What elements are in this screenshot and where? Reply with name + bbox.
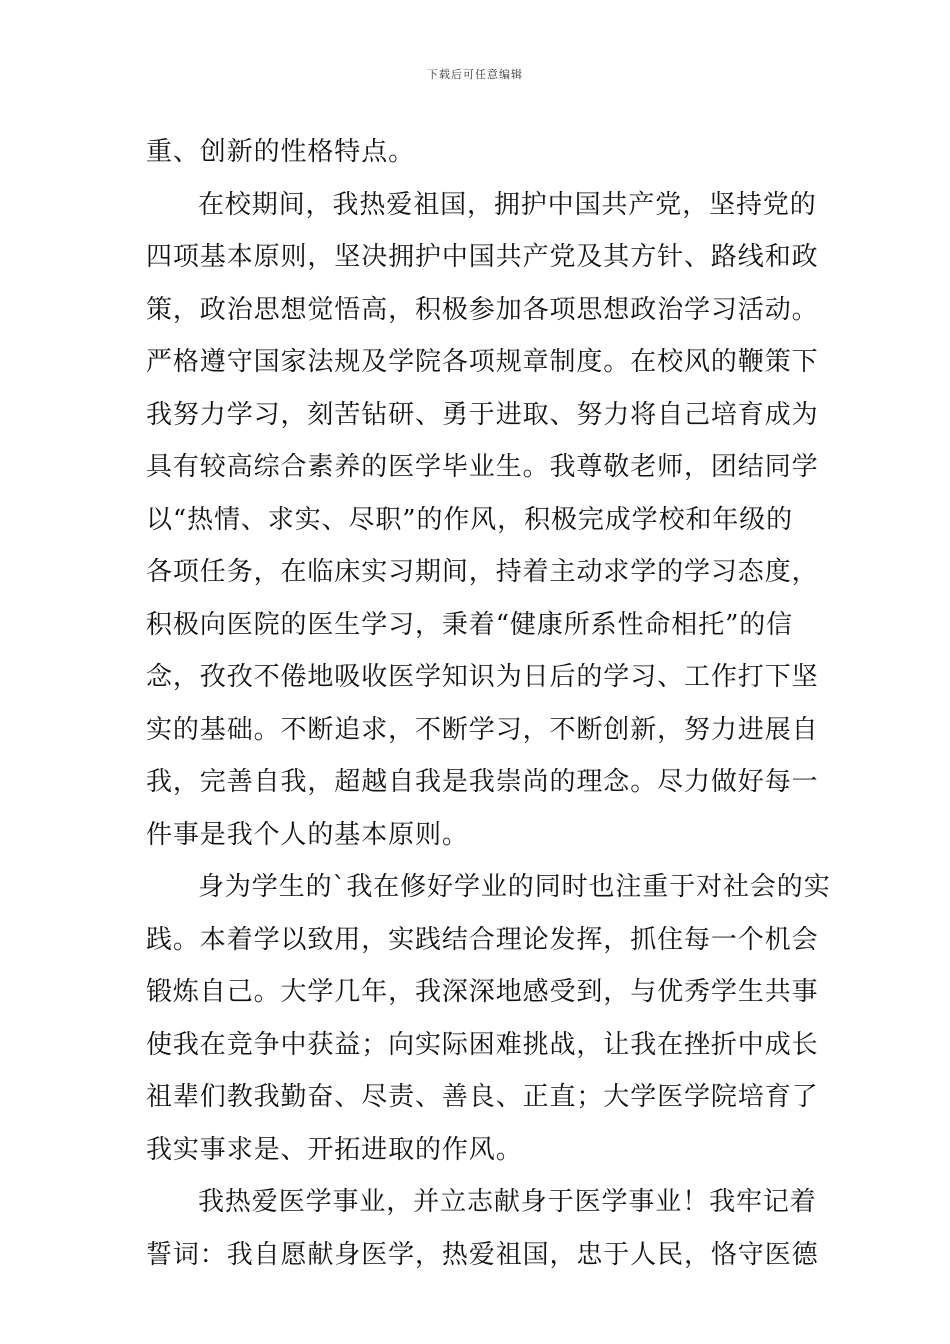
text-line: 使我在竞争中获益；向实际困难挑战，让我在挫折中成长	[146, 1029, 819, 1060]
text-line: 策，政治思想觉悟高，积极参加各项思想政治学习活动。	[146, 294, 819, 325]
page-header: 下载后可任意编辑	[427, 68, 523, 81]
text-line: 锻炼自己。大学几年，我深深地感受到，与优秀学生共事	[146, 977, 819, 1007]
text-line: 件事是我个人的基本原则。	[146, 819, 469, 850]
text-line: 以“热情、求实、尽职”的作风，积极完成学校和年级的	[146, 504, 794, 535]
text-line: 我热爱医学事业，并立志献身于医学事业！我牢记着	[198, 1187, 817, 1217]
text-line: 祖辈们教我勤奋、尽责、善良、正直；大学医学院培育了	[146, 1082, 819, 1112]
text-line: 践。本着学以致用，实践结合理论发挥，抓住每一个机会	[146, 924, 819, 955]
text-line: 积极向医院的医生学习，秉着“健康所系性命相托”的信	[146, 609, 794, 640]
text-line: 我，完善自我，超越自我是我崇尚的理念。尽力做好每一	[146, 767, 819, 797]
text-line: 誓词：我自愿献身医学，热爱祖国，忠于人民，恪守医德	[146, 1239, 819, 1270]
text-line: 严格遵守国家法规及学院各项规章制度。在校风的鞭策下	[146, 347, 819, 377]
text-line: 念，孜孜不倦地吸收医学知识为日后的学习、工作打下坚	[146, 662, 819, 692]
text-line: 各项任务，在临床实习期间，持着主动求学的学习态度，	[146, 557, 819, 587]
text-line: 在校期间，我热爱祖国，拥护中国共产党，坚持党的	[198, 189, 817, 220]
text-line: 重、创新的性格特点。	[146, 137, 416, 167]
text-line: 身为学生的`我在修好学业的同时也注重于对社会的实	[198, 872, 831, 902]
text-line: 四项基本原则，坚决拥护中国共产党及其方针、路线和政	[146, 242, 819, 272]
text-line: 具有较高综合素养的医学毕业生。我尊敬老师，团结同学	[146, 452, 819, 482]
document-body	[146, 126, 831, 1281]
text-line: 我努力学习，刻苦钻研、勇于进取、努力将自己培育成为	[146, 399, 819, 430]
text-line: 实的基础。不断追求，不断学习，不断创新，努力进展自	[146, 714, 819, 745]
text-line: 我实事求是、开拓进取的作风。	[146, 1134, 523, 1165]
